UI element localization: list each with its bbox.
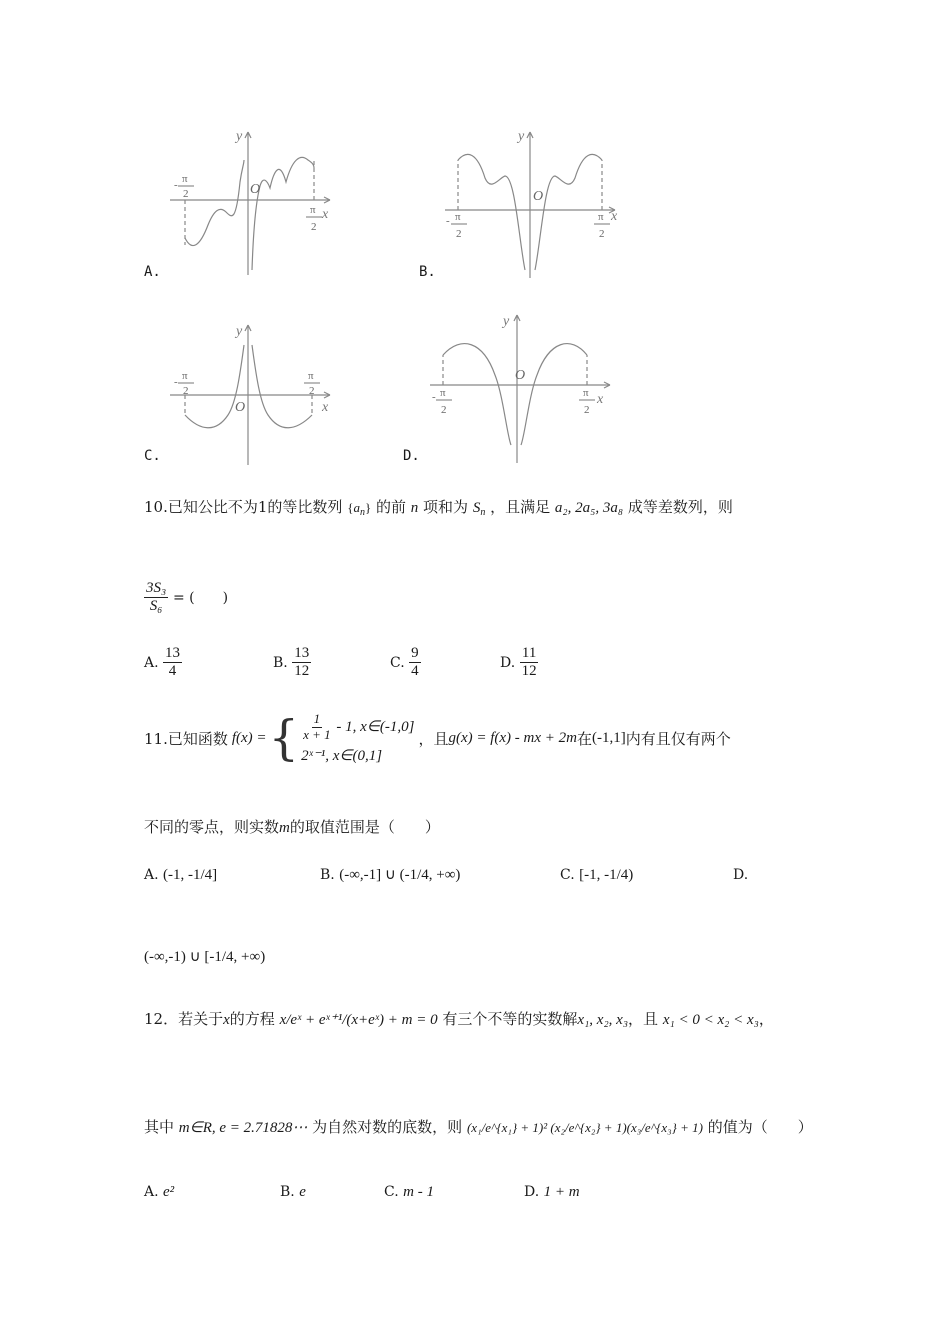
q11-brace: { [268,710,300,767]
graph-a-neg-two: 2 [183,188,189,200]
graph-option-b [415,120,625,285]
graph-d-xlabel: x [597,392,604,407]
q10-seq: $\{a_n\}$ [347,500,372,518]
q12-equation: x/eˣ + eˣ⁺¹/(x+eˣ) + m = 0 [279,1012,438,1028]
graph-c-neg-two: 2 [183,385,189,397]
graph-d-neg-two: 2 [441,404,447,416]
q11-line2: 不同的零点，则实数m的取值范围是（ ） [144,818,440,836]
graph-b-pos-pi: π [598,211,604,223]
q12-mdef: m∈R, e = 2.71828⋯ [178,1120,308,1136]
q12-product: (x₁/e^{x₁} + 1)² (x₂/e^{x₂} + 1)(x₃/e^{x₃} + 1) [466,1120,703,1135]
graph-b-neg-two: 2 [456,228,462,240]
q11-case1: $\frac{1}{x + 1}$ - 1, x∈(-1,0] [303,711,415,742]
graph-b-label: B. [419,264,436,280]
svg-text:-: - [174,376,178,388]
graph-a-neg-pi: π [182,173,188,185]
graph-a-ylabel: y [236,129,243,144]
q12-stem: 12．若关于x的方程 x/eˣ + eˣ⁺¹/(x+eˣ) + m = 0 有三个不等的实数解x₁, x₂, x₃，且 x₁ < 0 < x₂ < x₃， [144,1010,774,1028]
graph-option-d [395,305,625,475]
svg-text:-: - [432,391,436,403]
q11-option-c[interactable]: C. [-1, -1/4) [560,867,634,883]
q11-g-expr: g(x) = f(x) - mx + 2m [448,729,577,746]
q12-option-d[interactable]: D. 1 + m [524,1184,580,1200]
q12-order: x₁ < 0 < x₂ < x₃ [662,1012,759,1028]
graph-d-pos-two: 2 [584,404,590,416]
graph-c-pos-pi: π [308,370,314,382]
graph-d-label: D. [403,448,420,464]
svg-text:-: - [174,179,178,191]
q11-option-b[interactable]: B. (-∞,-1] ∪ (-1/4, +∞) [320,867,461,883]
q12-line2: 其中 m∈R, e = 2.71828⋯ 为自然对数的底数，则 (x₁/e^{x₁} + 1)² (x₂/e^{x₂} + 1)(x₃/e^{x₃} + 1) 的值为（ ） [144,1118,813,1136]
graph-b-ylabel: y [518,129,525,144]
q11-stem: 11.已知函数 f(x) = { $\frac{1}{x + 1}$ - 1, x∈(-1,0] 2ˣ⁻¹, x∈(0,1] ，且 g(x) = f(x) - mx + 2m 在 (-1,1] 内有且仅有两个 [144,710,731,767]
graph-a-pos-pi: π [310,204,316,216]
graph-a-label: A. [144,264,161,280]
graph-c-pos-two: 2 [309,385,315,397]
graph-b-svg [415,120,625,285]
q10-sn: $S_n$ [472,500,486,518]
q12-option-a[interactable]: A. e² [144,1184,175,1200]
q12-option-b[interactable]: B. e [280,1184,306,1200]
q11-option-d-label[interactable]: D. [733,867,749,883]
q10-option-c[interactable]: C. $\frac{9}{4}$ [390,645,419,680]
svg-text:-: - [446,215,450,227]
q10-n: n [410,500,419,516]
q11-case2: 2ˣ⁻¹, x∈(0,1] [301,747,383,764]
graph-d-svg [395,305,625,475]
graph-c-ylabel: y [236,324,243,339]
graph-b-neg-pi: π [455,211,461,223]
q12-roots: x₁, x₂, x₃ [577,1012,629,1028]
graph-option-c [140,315,340,475]
q10-option-d[interactable]: D. $\frac{11}{12}$ [500,645,537,680]
graph-d-origin: O [515,368,526,383]
q11-f-lhs: f(x) = [231,729,267,746]
graph-a-pos-two: 2 [311,221,317,233]
graph-c-neg-pi: π [182,370,188,382]
graph-a-xlabel: x [322,207,329,222]
graph-b-origin: O [533,189,544,204]
graph-b-xlabel: x [611,209,618,224]
graph-d-ylabel: y [503,314,510,329]
q10-condition: a₂, 2a₅, 3a₈ [554,500,624,516]
graph-option-a [140,120,340,285]
q10-option-b[interactable]: B. $\frac{13}{12}$ [273,645,310,680]
q11-interval: (-1,1] [592,729,626,746]
q11-option-d-text[interactable]: (-∞,-1) ∪ [-1/4, +∞) [144,949,266,965]
graph-c-label: C. [144,448,161,464]
graph-c-xlabel: x [322,400,329,415]
graph-d-pos-pi: π [583,387,589,399]
q10-option-a[interactable]: A. $\frac{13}{4}$ [144,645,181,680]
graph-a-origin: O [250,182,261,197]
graph-a-svg [140,120,340,285]
q12-option-c[interactable]: C. m - 1 [384,1184,434,1200]
graph-d-neg-pi: π [440,387,446,399]
graph-c-svg [140,315,340,475]
q11-option-a[interactable]: A. (-1, -1/4] [144,867,218,883]
graph-c-origin: O [235,400,246,415]
q10-stem: 10.已知公比不为1的等比数列 $\{a_n\}$ 的前 n 项和为 $S_n$ ，且满足 a₂, 2a₅, 3a₈ 成等差数列，则 [144,498,733,518]
graph-b-pos-two: 2 [599,228,605,240]
q10-expression: $\frac{\text{3S₃}}{\text{S₆}}$ = ( ) [146,580,229,615]
